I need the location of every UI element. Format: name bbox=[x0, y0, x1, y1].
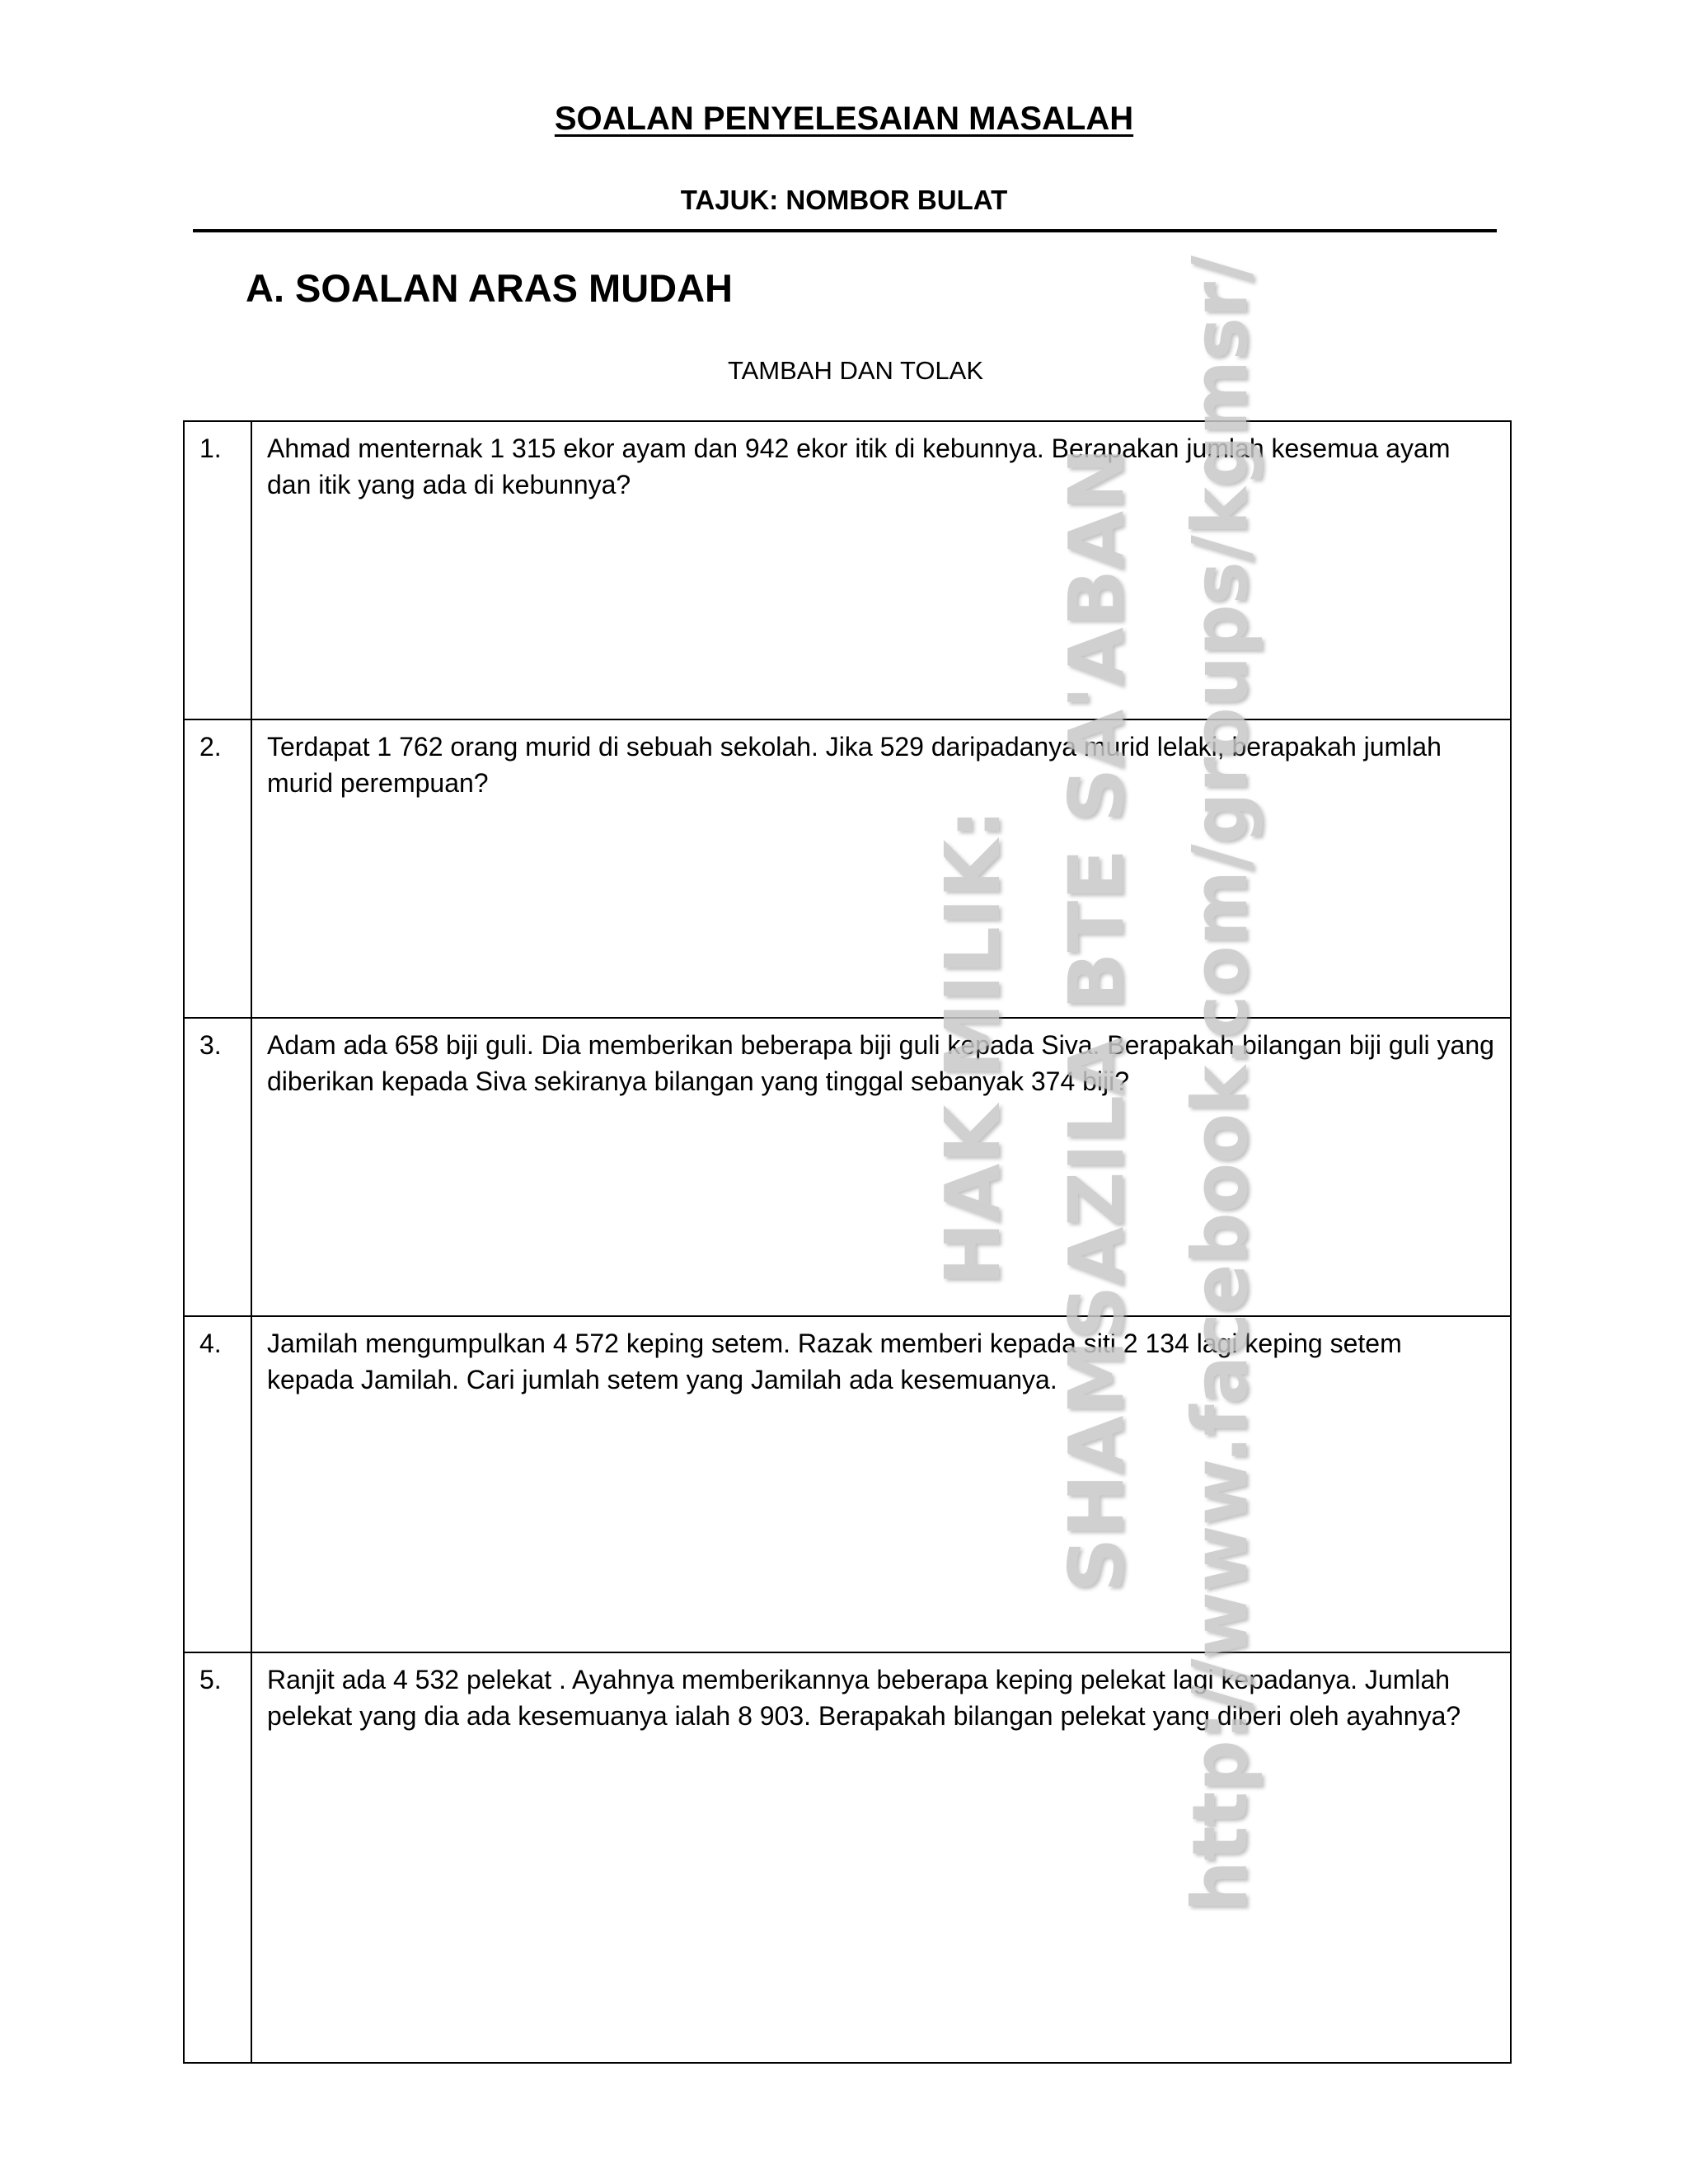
question-number: 5. bbox=[184, 1652, 251, 2063]
document-subtitle: TAJUK: NOMBOR BULAT bbox=[680, 185, 1008, 215]
question-text: Jamilah mengumpulkan 4 572 keping setem. Razak memberi kepada siti 2 134 lagi keping setem kepada Jamilah. Cari jumlah setem yang Jamilah ada kesemuanya. bbox=[251, 1316, 1511, 1652]
watermark-line-1: HAK MILIK: bbox=[929, 808, 1017, 1286]
document-title: SOALAN PENYELESAIAN MASALAH bbox=[554, 101, 1134, 137]
watermark-line-3: http://www.facebook.com/groups/kgmsr/ bbox=[1176, 171, 1264, 1912]
questions-table bbox=[183, 420, 1512, 2064]
question-text: Adam ada 658 biji guli. Dia memberikan beberapa biji guli kepada Siva. Berapakah bilangan biji guli yang diberikan kepada Siva sekiranya bilangan yang tinggal sebanyak 374 biji? bbox=[251, 1018, 1511, 1316]
question-row bbox=[184, 1018, 1511, 1316]
question-number: 1. bbox=[184, 421, 251, 719]
question-row bbox=[184, 719, 1511, 1018]
header-divider bbox=[193, 229, 1497, 232]
question-number: 4. bbox=[184, 1316, 251, 1652]
question-row bbox=[184, 1652, 1511, 2063]
question-row bbox=[184, 1316, 1511, 1652]
watermark-line-2: SHAMSAZILA BTE SA'ABAN bbox=[1053, 447, 1141, 1592]
section-topic: TAMBAH DAN TOLAK bbox=[727, 356, 984, 385]
section-heading: A. SOALAN ARAS MUDAH bbox=[246, 266, 733, 310]
question-number: 2. bbox=[184, 719, 251, 1018]
question-text: Terdapat 1 762 orang murid di sebuah sekolah. Jika 529 daripadanya murid lelaki, berapakah jumlah murid perempuan? bbox=[251, 719, 1511, 1018]
question-text: Ranjit ada 4 532 pelekat . Ayahnya memberikannya beberapa keping pelekat lagi kepadanya. Jumlah pelekat yang dia ada kesemuanya ialah 8 903. Berapakah bilangan pelekat yang diberi oleh ayahnya? bbox=[251, 1652, 1511, 2063]
question-text: Ahmad menternak 1 315 ekor ayam dan 942 ekor itik di kebunnya. Berapakan jumlah kesemua ayam dan itik yang ada di kebunnya? bbox=[251, 421, 1511, 719]
question-row bbox=[184, 421, 1511, 719]
question-number: 3. bbox=[184, 1018, 251, 1316]
